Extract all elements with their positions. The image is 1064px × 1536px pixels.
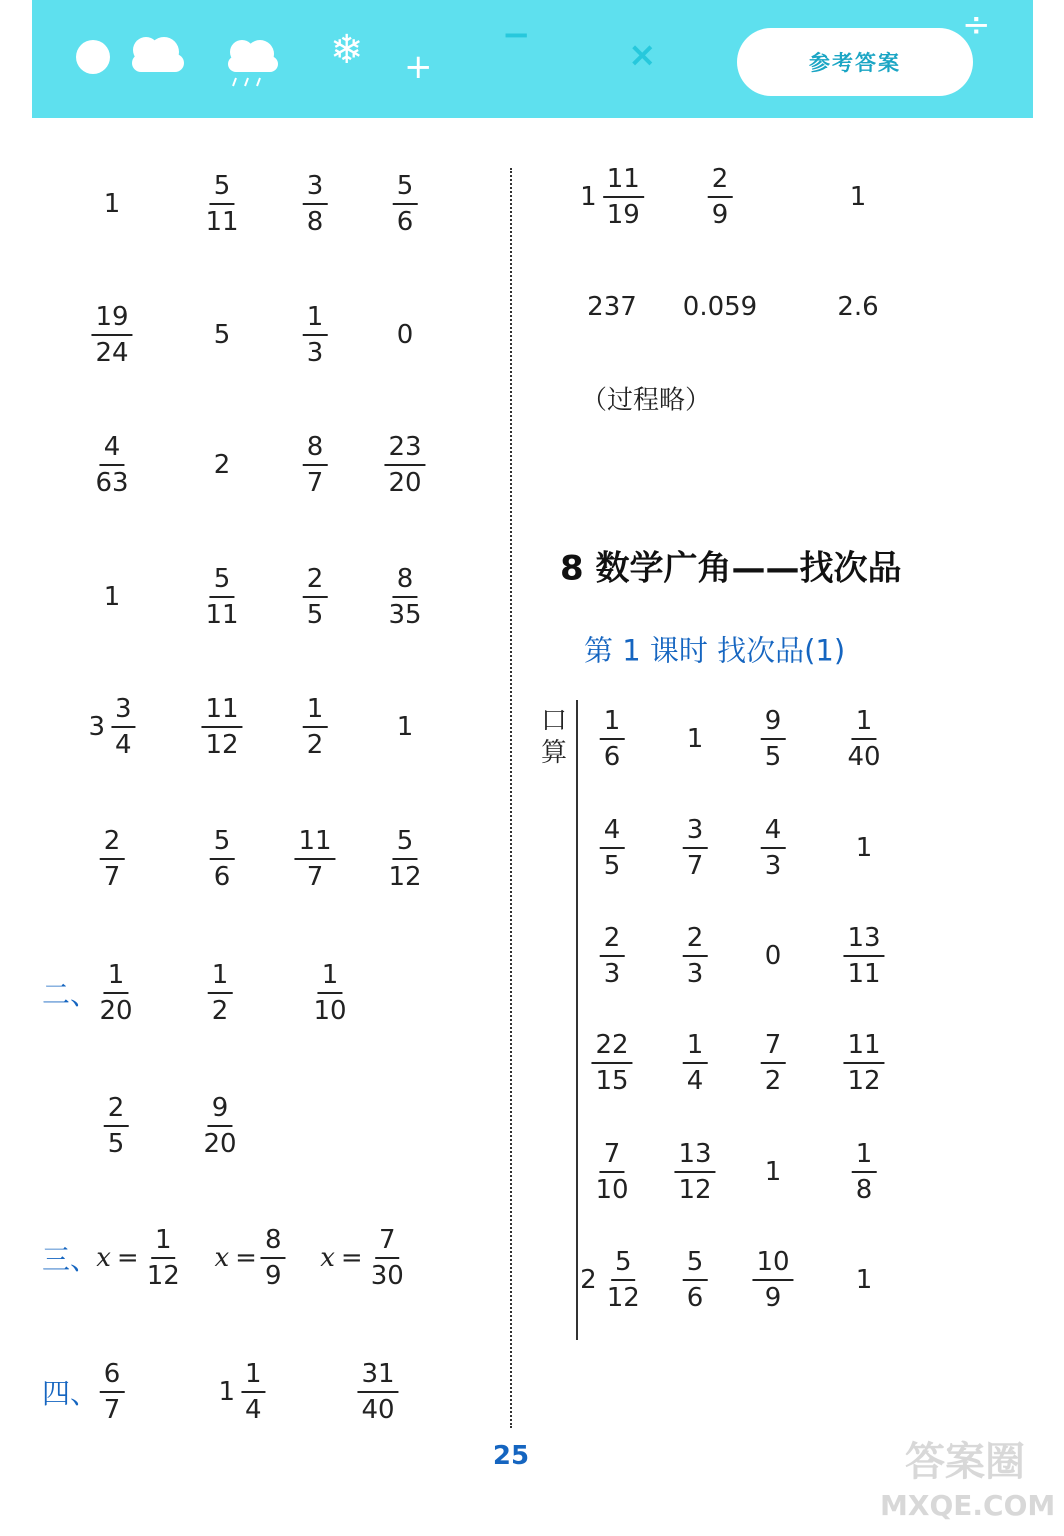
denominator: 6 (213, 862, 231, 892)
denominator: 2 (764, 1066, 782, 1096)
equation-answer (96, 1227, 184, 1289)
denominator: 9 (711, 200, 729, 230)
fraction (674, 1141, 715, 1203)
denominator: 3 (764, 851, 782, 881)
fraction (603, 1249, 644, 1311)
answer-cell (683, 1249, 708, 1311)
number: 1 (849, 182, 867, 212)
fraction (201, 696, 242, 758)
numerator: 31 (357, 1361, 398, 1393)
numerator: 5 (210, 566, 235, 598)
fraction (309, 962, 350, 1024)
denominator: 10 (313, 996, 347, 1026)
denominator: 24 (95, 338, 129, 368)
answer-cell (397, 712, 414, 742)
answer-cell (761, 708, 786, 770)
denominator: 4 (686, 1066, 704, 1096)
answer-cell (683, 1032, 708, 1094)
denominator: 15 (595, 1066, 629, 1096)
answer-cell (303, 696, 328, 758)
answer-cell (214, 450, 231, 480)
denominator: 8 (306, 207, 324, 237)
number: 0 (764, 941, 782, 971)
numerator: 1 (852, 1141, 877, 1173)
fraction (591, 1141, 632, 1203)
answer-key-badge (737, 28, 973, 96)
numerator: 3 (303, 173, 328, 205)
numerator: 2 (708, 166, 733, 198)
denominator: 8 (855, 1175, 873, 1205)
numerator: 11 (294, 828, 335, 860)
number: 1 (103, 189, 121, 219)
fraction (852, 1141, 877, 1203)
answer-cell (765, 1157, 782, 1187)
answer-cell (600, 817, 625, 879)
fraction (761, 708, 786, 770)
numerator: 4 (600, 817, 625, 849)
fraction (393, 173, 418, 235)
numerator: 2 (104, 1095, 129, 1127)
fraction (683, 925, 708, 987)
fraction (95, 962, 136, 1024)
numerator: 3 (683, 817, 708, 849)
numerator: 13 (843, 925, 884, 957)
answer-cell (761, 1032, 786, 1094)
denominator: 7 (103, 862, 121, 892)
answer-cell (752, 1249, 793, 1311)
numerator: 23 (384, 434, 425, 466)
denominator: 11 (205, 207, 239, 237)
answer-cell (104, 582, 121, 612)
numerator: 5 (611, 1249, 636, 1281)
lesson-title: 第 1 课时 找次品(1) (584, 633, 846, 668)
fraction (752, 1249, 793, 1311)
numerator: 13 (674, 1141, 715, 1173)
denominator: 12 (678, 1175, 712, 1205)
denominator: 2 (306, 730, 324, 760)
fraction (603, 166, 644, 228)
numerator: 9 (208, 1095, 233, 1127)
numerator: 11 (201, 696, 242, 728)
numerator: 1 (303, 696, 328, 728)
answer-cell (91, 434, 132, 496)
minus-icon: − (502, 15, 531, 55)
fraction (367, 1227, 408, 1289)
number: 1 (686, 724, 704, 754)
numerator: 4 (100, 434, 125, 466)
answer-cell (218, 1361, 265, 1423)
fraction (303, 566, 328, 628)
numerator: 11 (843, 1032, 884, 1064)
denominator: 6 (603, 742, 621, 772)
answer-cell (104, 189, 121, 219)
fraction (100, 1361, 125, 1423)
answer-cell (303, 566, 328, 628)
fraction (91, 434, 132, 496)
fraction (210, 828, 235, 890)
number: 2.6 (837, 292, 879, 322)
times-icon: × (628, 35, 657, 75)
answer-cell (303, 434, 328, 496)
fraction (683, 1249, 708, 1311)
answer-cell (683, 292, 757, 322)
numerator: 1 (208, 962, 233, 994)
fraction (761, 1032, 786, 1094)
numerator: 19 (91, 304, 132, 336)
numerator: 7 (375, 1227, 400, 1259)
answer-cell (104, 1095, 129, 1157)
denominator: 5 (764, 742, 782, 772)
answer-cell (837, 292, 878, 322)
variable: x (96, 1243, 111, 1273)
numerator: 2 (600, 925, 625, 957)
number: 1 (855, 1265, 873, 1295)
fraction (683, 1032, 708, 1094)
answer-cell (600, 925, 625, 987)
answer-cell (95, 962, 136, 1024)
variable: x (320, 1243, 335, 1273)
number: 1 (855, 833, 873, 863)
fraction (303, 434, 328, 496)
whole-number: 3 (88, 712, 105, 742)
denominator: 5 (603, 851, 621, 881)
numerator: 11 (603, 166, 644, 198)
answer-cell (852, 1141, 877, 1203)
denominator: 9 (764, 1283, 782, 1313)
fraction (111, 696, 136, 758)
numerator: 7 (761, 1032, 786, 1064)
numerator: 6 (100, 1361, 125, 1393)
answer-cell (856, 833, 873, 863)
denominator: 35 (388, 600, 422, 630)
answer-cell (708, 166, 733, 228)
answer-cell (384, 566, 425, 628)
answer-cell (674, 1141, 715, 1203)
number: 237 (587, 292, 637, 322)
fraction (91, 304, 132, 366)
fraction (199, 1095, 240, 1157)
answer-cell (591, 1141, 632, 1203)
numerator: 1 (852, 708, 877, 740)
fraction (600, 925, 625, 987)
numerator: 1 (104, 962, 129, 994)
denominator: 12 (847, 1066, 881, 1096)
watermark-sub: MXQE.COM (880, 1489, 1056, 1522)
answer-cell (765, 941, 782, 971)
answer-cell (199, 1095, 240, 1157)
denominator: 4 (245, 1395, 262, 1425)
numerator: 1 (600, 708, 625, 740)
equation-answer (214, 1227, 285, 1289)
denominator: 40 (361, 1395, 395, 1425)
answer-cell (761, 817, 786, 879)
denominator: 20 (388, 468, 422, 498)
whole-number: 1 (580, 182, 597, 212)
numerator: 5 (393, 828, 418, 860)
denominator: 12 (606, 1283, 640, 1313)
answer-cell (843, 925, 884, 987)
denominator: 12 (205, 730, 239, 760)
answer-cell (210, 828, 235, 890)
answer-cell (843, 1032, 884, 1094)
denominator: 40 (847, 742, 881, 772)
fraction (104, 1095, 129, 1157)
numerator: 5 (210, 173, 235, 205)
fraction (303, 173, 328, 235)
equation-answer (320, 1227, 408, 1289)
numerator: 5 (393, 173, 418, 205)
denominator: 6 (396, 207, 414, 237)
fraction (241, 1361, 266, 1423)
equals-sign: = (235, 1243, 257, 1273)
denominator: 7 (686, 851, 704, 881)
answer-cell (843, 708, 884, 770)
oral-calculation-bar (576, 700, 578, 1340)
answer-cell (600, 708, 625, 770)
denominator: 2 (211, 996, 229, 1026)
answer-cell (687, 724, 704, 754)
denominator: 5 (107, 1129, 125, 1159)
cloud-icon (124, 30, 190, 78)
numerator: 9 (761, 708, 786, 740)
denominator: 10 (595, 1175, 629, 1205)
numerator: 5 (210, 828, 235, 860)
fraction (201, 566, 242, 628)
process-omitted-note: （过程略） (580, 385, 712, 416)
fraction (261, 1227, 286, 1289)
section-3-label: 三、 (42, 1243, 99, 1276)
number: 1 (396, 712, 414, 742)
watermark-main: 答案圈 (905, 1439, 1025, 1485)
fraction (843, 925, 884, 987)
fraction (384, 566, 425, 628)
numerator: 4 (761, 817, 786, 849)
numerator: 8 (393, 566, 418, 598)
numerator: 7 (600, 1141, 625, 1173)
fraction (294, 828, 335, 890)
column-divider (510, 168, 512, 1428)
answer-cell (683, 817, 708, 879)
denominator: 20 (203, 1129, 237, 1159)
numerator: 22 (591, 1032, 632, 1064)
numerator: 3 (111, 696, 136, 728)
fraction (201, 173, 242, 235)
answer-cell (384, 828, 425, 890)
answer-cell (587, 292, 637, 322)
answer-cell (201, 566, 242, 628)
number: 1 (764, 1157, 782, 1187)
answer-cell (309, 962, 350, 1024)
numerator: 8 (261, 1227, 286, 1259)
numerator: 2 (100, 828, 125, 860)
answer-cell (91, 304, 132, 366)
answer-cell (100, 1361, 125, 1423)
number: 5 (213, 320, 231, 350)
fraction (843, 708, 884, 770)
denominator: 63 (95, 468, 129, 498)
answer-cell (214, 320, 231, 350)
whole-number: 2 (580, 1265, 597, 1295)
fraction (100, 828, 125, 890)
denominator: 9 (264, 1261, 282, 1291)
numerator: 1 (241, 1361, 266, 1393)
numerator: 1 (318, 962, 343, 994)
answer-cell (201, 173, 242, 235)
denominator: 12 (388, 862, 422, 892)
number: 0.059 (682, 292, 758, 322)
answer-cell (591, 1032, 632, 1094)
fraction (384, 828, 425, 890)
equals-sign: = (116, 1243, 139, 1273)
denominator: 3 (686, 959, 704, 989)
fraction (600, 708, 625, 770)
snowflake-icon: ❄ (330, 27, 364, 73)
answer-cell (580, 166, 644, 228)
denominator: 6 (686, 1283, 704, 1313)
numerator: 1 (683, 1032, 708, 1064)
answer-cell (100, 828, 125, 890)
numerator: 2 (683, 925, 708, 957)
answer-cell (384, 434, 425, 496)
rain-cloud-icon (220, 34, 286, 92)
plus-icon: + (404, 47, 433, 87)
denominator: 4 (115, 730, 132, 760)
answer-cell (850, 182, 867, 212)
page-number: 25 (492, 1441, 530, 1471)
number: 1 (103, 582, 121, 612)
fraction (843, 1032, 884, 1094)
answer-key-label: 参考答案 (809, 51, 901, 75)
numerator: 2 (303, 566, 328, 598)
numerator: 5 (683, 1249, 708, 1281)
denominator: 30 (370, 1261, 404, 1291)
denominator: 7 (306, 862, 324, 892)
divide-icon: ÷ (962, 5, 991, 45)
section-4-label: 四、 (42, 1377, 99, 1410)
whole-number: 1 (218, 1377, 235, 1407)
header-banner (32, 0, 1033, 118)
sun-icon (76, 40, 110, 74)
denominator: 20 (99, 996, 133, 1026)
number: 0 (396, 320, 414, 350)
numerator: 1 (303, 304, 328, 336)
numerator: 8 (303, 434, 328, 466)
fraction (384, 434, 425, 496)
fraction (303, 304, 328, 366)
denominator: 3 (603, 959, 621, 989)
answer-cell (397, 320, 414, 350)
answer-cell (393, 173, 418, 235)
denominator: 11 (847, 959, 881, 989)
answer-cell (856, 1265, 873, 1295)
denominator: 7 (103, 1395, 121, 1425)
answer-cell (294, 828, 335, 890)
fraction (303, 696, 328, 758)
answer-cell (357, 1361, 398, 1423)
watermark-logo (880, 1439, 1056, 1530)
answer-cell (201, 696, 242, 758)
denominator: 19 (606, 200, 640, 230)
answer-cell (580, 1249, 644, 1311)
denominator: 7 (306, 468, 324, 498)
denominator: 11 (205, 600, 239, 630)
fraction (357, 1361, 398, 1423)
number: 2 (213, 450, 231, 480)
fraction (208, 962, 233, 1024)
answer-cell (303, 304, 328, 366)
denominator: 12 (146, 1261, 180, 1291)
chapter-title: 8 数学广角——找次品 (560, 548, 902, 589)
numerator: 10 (752, 1249, 793, 1281)
denominator: 3 (306, 338, 324, 368)
numerator: 1 (151, 1227, 176, 1259)
fraction (761, 817, 786, 879)
answer-cell (88, 696, 135, 758)
oral-calculation-label: 口算 (540, 706, 567, 768)
answer-cell (208, 962, 233, 1024)
variable: x (214, 1243, 230, 1273)
answer-cell (683, 925, 708, 987)
equals-sign: = (340, 1243, 363, 1273)
fraction (600, 817, 625, 879)
fraction (708, 166, 733, 228)
section-2-label: 二、 (42, 978, 99, 1011)
denominator: 5 (306, 600, 324, 630)
fraction (683, 817, 708, 879)
fraction (591, 1032, 632, 1094)
fraction (143, 1227, 184, 1289)
answer-cell (303, 173, 328, 235)
